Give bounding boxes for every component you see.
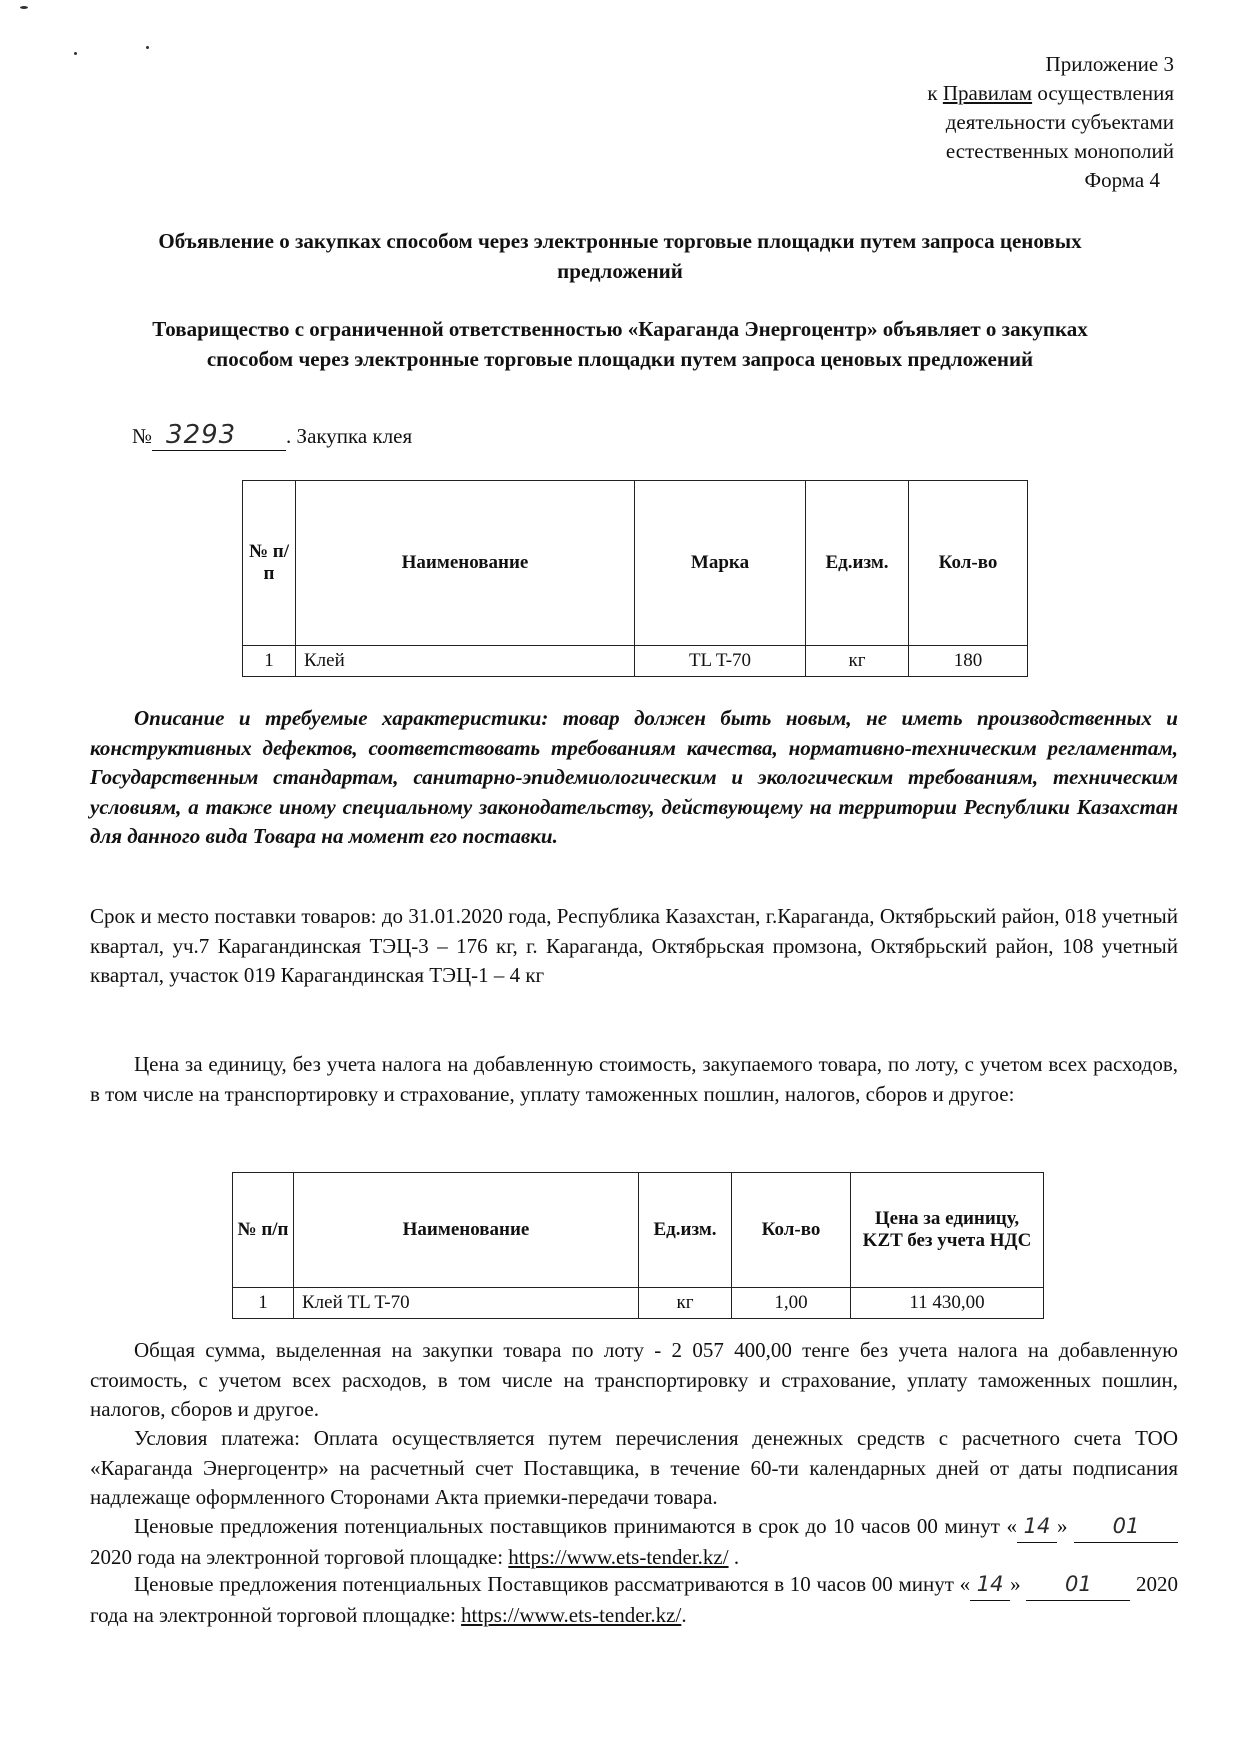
announcement-subtitle: Товарищество с ограниченной ответственностью «Караганда Энергоцентр» объявляет о закупках способом через электронные торговые площадки путем запроса ценовых предложений xyxy=(152,317,1088,371)
appendix-line-3: деятельности субъектами xyxy=(945,110,1174,134)
header-cell: Марка xyxy=(635,481,806,646)
review-end: . xyxy=(681,1602,687,1627)
table-cell: кг xyxy=(639,1288,732,1319)
review-suffix: 2020 года на электронной торговой площадке: xyxy=(90,1572,1179,1627)
announcement-title: Объявление о закупках способом через электронные торговые площадки путем запроса ценовых предложений xyxy=(158,229,1082,283)
header-cell: Ед.изм. xyxy=(806,481,909,646)
table-cell: 11 430,00 xyxy=(851,1288,1044,1319)
appendix-header xyxy=(790,50,1174,195)
scan-speck xyxy=(74,52,77,55)
table-cell: 1,00 xyxy=(732,1288,851,1319)
scan-speck xyxy=(20,6,28,9)
goods-table-header-row xyxy=(243,481,1028,646)
appendix-line-2 xyxy=(790,79,1174,108)
lot-name: . Закупка клея xyxy=(286,424,413,448)
payment-terms-paragraph: Условия платежа: Оплата осуществляется путем перечисления денежных средств с расчетного счета ТОО «Караганда Энергоцентр» на расчетный счет Поставщика, в течение 60-ти календарных дней от даты подписания надлежаще оформленного Сторонами Акта приемки-передачи товара. xyxy=(90,1426,1178,1509)
price-table xyxy=(232,1172,1044,1319)
table-cell: Клей TL T-70 xyxy=(294,1288,639,1319)
scan-speck xyxy=(146,46,149,49)
lot-line xyxy=(132,420,412,451)
deadline-month: 01 xyxy=(1074,1512,1178,1543)
total-sum-paragraph: Общая сумма, выделенная на закупки товара по лоту - 2 057 400,00 тенге без учета налога на добавленную стоимость, с учетом всех расходов, в том числе на транспортировку и страхование, уплату таможенных пошлин, налогов, сборов и другое. xyxy=(90,1338,1178,1421)
lot-number: 3293 xyxy=(152,420,286,451)
review-paragraph xyxy=(90,1570,1178,1630)
header-cell: Кол-во xyxy=(732,1173,851,1288)
delivery-paragraph: Срок и место поставки товаров: до 31.01.2020 года, Республика Казахстан, г.Караганда, Октябрьский район, 018 учетный квартал, уч.7 Карагандинская ТЭЦ-3 – 176 кг, г. Караганда, Октябрьская промзона, Октябрьский район, 108 учетный квартал, участок 019 Карагандинская ТЭЦ-1 – 4 кг xyxy=(90,904,1178,987)
table-row xyxy=(243,646,1028,677)
appendix-line-2-prefix: к xyxy=(927,81,943,105)
review-day: 14 xyxy=(970,1570,1010,1601)
table-row xyxy=(233,1288,1044,1319)
ets-tender-link[interactable]: https://www.ets-tender.kz/ xyxy=(461,1602,682,1627)
header-cell: Ед.изм. xyxy=(639,1173,732,1288)
header-cell: Цена за единицу, KZT без учета НДС xyxy=(851,1173,1044,1288)
price-table-header-row xyxy=(233,1173,1044,1288)
review-close-quote: » xyxy=(1010,1572,1021,1596)
goods-table xyxy=(242,480,1028,677)
deadline-close-quote: » xyxy=(1056,1514,1068,1538)
header-cell: Кол-во xyxy=(909,481,1028,646)
header-cell: Наименование xyxy=(294,1173,639,1288)
appendix-line-4: естественных монополий xyxy=(945,139,1174,163)
deadline-text: Ценовые предложения потенциальных поставщиков принимаются в срок до 10 часов 00 минут xyxy=(134,1514,1000,1538)
table-cell: TL T-70 xyxy=(635,646,806,677)
review-open-quote: « xyxy=(959,1572,971,1596)
table-cell: 180 xyxy=(909,646,1028,677)
table-cell: 1 xyxy=(233,1288,294,1319)
ets-tender-link[interactable]: https://www.ets-tender.kz/ xyxy=(508,1544,729,1569)
table-cell: 1 xyxy=(243,646,296,677)
review-month: 01 xyxy=(1026,1570,1130,1601)
form-number: Форма 4 xyxy=(1084,168,1160,192)
table-cell: Клей xyxy=(296,646,635,677)
header-cell: № п/п xyxy=(243,481,296,646)
deadline-suffix: 2020 года на электронной торговой площадке: xyxy=(90,1544,509,1569)
number-sign: № xyxy=(132,424,153,448)
review-text: Ценовые предложения потенциальных Поставщиков рассматриваются в 10 часов 00 минут xyxy=(134,1572,954,1596)
price-intro-paragraph: Цена за единицу, без учета налога на добавленную стоимость, закупаемого товара, по лоту, с учетом всех расходов, в том числе на транспортировку и страхование, уплату таможенных пошлин, налогов, сборов и другое: xyxy=(90,1052,1178,1106)
deadline-open-quote: « xyxy=(1006,1514,1017,1538)
header-cell: № п/п xyxy=(233,1173,294,1288)
rules-link[interactable]: Правилам xyxy=(942,81,1033,105)
deadline-end: . xyxy=(728,1544,740,1569)
table-cell: кг xyxy=(806,646,909,677)
deadline-paragraph xyxy=(90,1512,1178,1572)
description-paragraph: Описание и требуемые характеристики: товар должен быть новым, не иметь производственных и конструктивных дефектов, соответствовать требованиям качества, нормативно-техническим регламентам, Государственным стандартам, санитарно-эпидемиологическим и экологическим требованиям, техническим условиям, а также иному специальному законодательству, действующему на территории Республики Казахстан для данного вида Товара на момент его поставки. xyxy=(90,706,1178,848)
appendix-line-2-suffix: осуществления xyxy=(1032,81,1174,105)
header-cell: Наименование xyxy=(296,481,635,646)
deadline-day: 14 xyxy=(1017,1512,1057,1543)
appendix-line-1: Приложение 3 xyxy=(1045,52,1174,76)
